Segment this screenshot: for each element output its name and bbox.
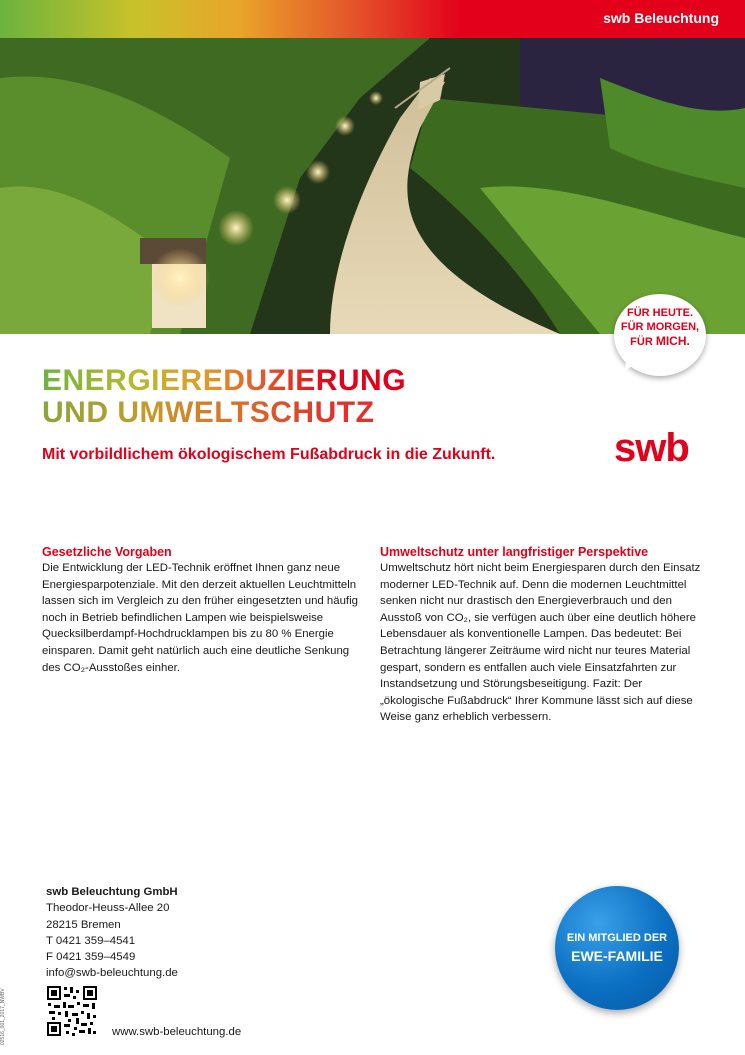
- city: 28215 Bremen: [46, 918, 121, 931]
- phone: T 0421 359–4541: [46, 934, 136, 947]
- title-line-1: ENERGIEREDUZIERUNG: [42, 364, 407, 397]
- fax: F 0421 359–4549: [46, 951, 136, 964]
- contact-block: [46, 884, 178, 982]
- right-column-body: Umweltschutz hört nicht beim Energiesparen durch den Einsatz moderner LED-Technik auf. Denn die modernen Leuchtmittel senken nicht nur drastisch den Energieverbrauch und den Ausstoß von CO₂, sie verfügen auch über eine deutlich höhere Lebensdauer als konventionelle Lampen. Das bedeutet: Bei Betrachtung längerer Zeiträume wird nicht nur teures Material gespart, sondern es entfallen auch viele Einsatzfahrten zur Instandsetzung und Störungsbeseitigung. Fazit: Der „ökologische Fußabdruck“ Ihrer Kommune lässt sich auf diese Weise ganz erheblich verbessern.: [380, 562, 701, 724]
- badge-line-1: FÜR HEUTE.: [627, 307, 693, 319]
- ewe-family-badge: [555, 886, 679, 1010]
- header-bar: [0, 0, 745, 38]
- ewe-badge-line-2: EWE-FAMILIE: [571, 948, 663, 964]
- hero-photo-garden-path: [0, 38, 745, 334]
- street: Theodor-Heuss-Allee 20: [46, 902, 170, 915]
- left-column-body: Die Entwicklung der LED-Technik eröffnet Ihnen ganz neue Energiesparpotenziale. Mit den derzeit aktuellen Leuchtmitteln lassen sich im Vergleich zu den früher eingesetzten und häufig noch in Betrieb befindlichen Lampen wie beispielsweise Quecksilberdampf-Hochdrucklampen bis zu 80 % Energie einsparen. Damit geht natürlich auch eine deutliche Senkung des CO₂-Ausstoßes einher.: [42, 562, 358, 674]
- left-column: [42, 544, 360, 676]
- website-link[interactable]: www.swb-beleuchtung.de: [112, 1026, 242, 1038]
- badge-line-3-prefix: FÜR: [630, 336, 656, 348]
- swb-logo: swb: [614, 426, 689, 470]
- subtitle: Mit vorbildlichem ökologischem Fußabdruck in die Zukunft.: [42, 446, 496, 463]
- title-line-2: UND UMWELTSCHUTZ: [42, 397, 406, 429]
- left-column-heading: Gesetzliche Vorgaben: [42, 545, 172, 559]
- right-column-heading: Umweltschutz unter langfristiger Perspektive: [380, 545, 649, 559]
- right-column: [380, 544, 706, 726]
- qr-code-icon: [46, 985, 98, 1037]
- page-title: [42, 365, 406, 429]
- print-code: 02516_001_2017_NWBV: [0, 988, 6, 1045]
- badge-line-2: FÜR MORGEN,: [620, 321, 700, 333]
- company-name: swb Beleuchtung GmbH: [46, 886, 178, 898]
- header-brand: swb Beleuchtung: [603, 10, 719, 26]
- ewe-badge-line-1: EIN MITGLIED DER: [566, 932, 668, 944]
- email-link[interactable]: info@swb-beleuchtung.de: [46, 967, 178, 980]
- badge-line-3-strong: MICH.: [655, 334, 690, 348]
